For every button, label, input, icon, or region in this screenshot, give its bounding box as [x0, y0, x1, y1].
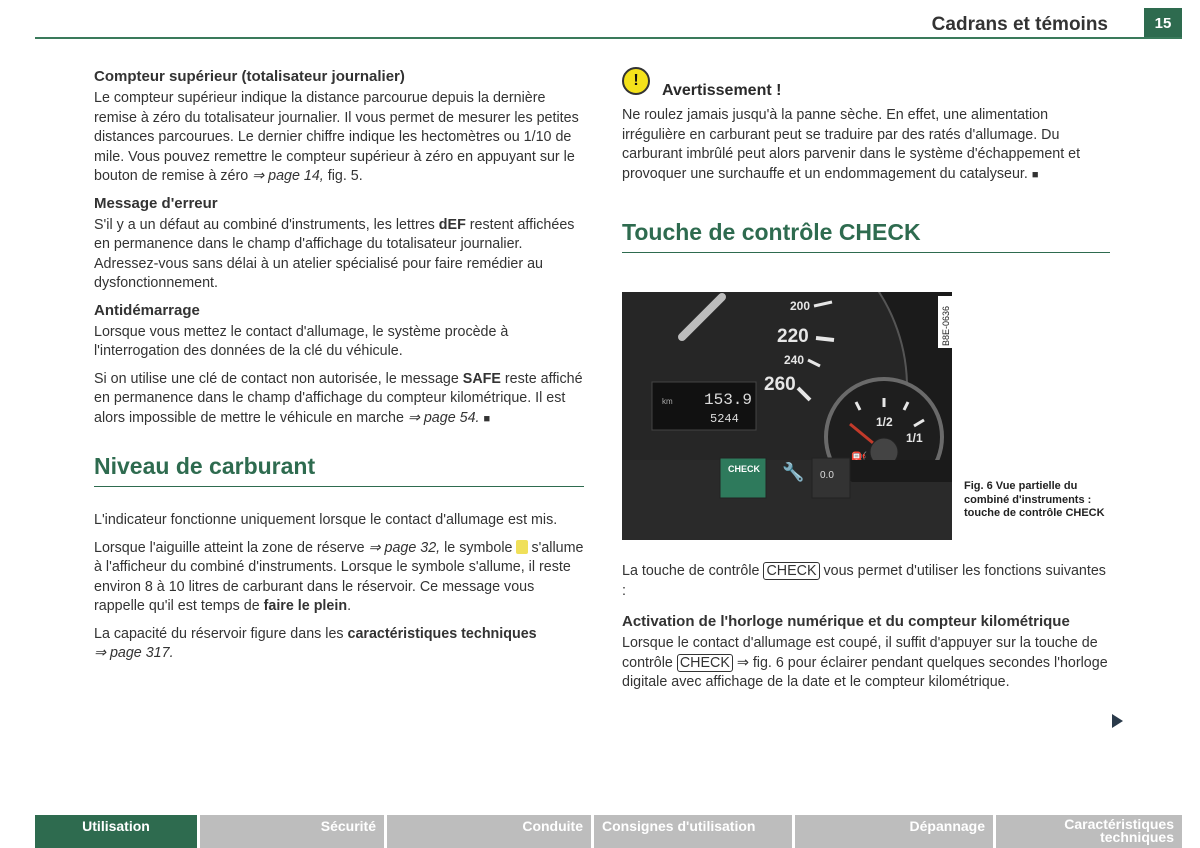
page-link[interactable]: ⇒ page 32, [368, 539, 441, 556]
paragraph-error-message: S'il y a un défaut au combiné d'instruments, les lettres dEF restent affichées en permanence dans le champ d'affichage du totalisateur journalier. Adressez-vous sans délai à un atelier spécialisé pour faire remédier au dysfonctionnement. [94, 216, 575, 291]
check-button-label: CHECK [728, 464, 761, 474]
paragraph-immobilizer-1: Lorsque vous mettez le contact d'allumage, le système procède à l'interrogation des données de la clé du véhicule. [94, 323, 509, 359]
check-key-label: CHECK [677, 654, 733, 672]
paragraph-fuel-1: L'indicateur fonctionne uniquement lorsque le contact d'allumage est mis. [94, 512, 558, 528]
speed-label: 240 [784, 353, 805, 367]
right-column-lower [622, 562, 1112, 701]
instrument-cluster-figure [622, 292, 952, 540]
tab-securite[interactable]: Sécurité [200, 815, 384, 848]
wrench-icon: 🔧 [782, 462, 805, 483]
right-column [622, 72, 1112, 253]
speed-label: 220 [777, 326, 809, 347]
paragraph-trip-counter: Le compteur supérieur indique la distance parcourue depuis la dernière remise à zéro du totalisateur journalier. Il vous permet de mesurer les petites distances parcourues. Le dernier chiffre indique les hectomètres ou 1/10 de mile. Vous pouvez remettre le compteur supérieur à zéro en appuyant sur le bouton de remise à zéro ⇒ page 14, fig. 5. [94, 90, 579, 184]
tab-depannage[interactable]: Dépannage [795, 815, 993, 848]
odometer-unit: km [662, 397, 673, 406]
fuel-full-label: 1/1 [906, 431, 923, 445]
page-number: 15 [1144, 8, 1182, 38]
check-key-label: CHECK [763, 562, 819, 580]
fuel-half-label: 1/2 [876, 415, 893, 429]
tab-conduite[interactable]: Conduite [387, 815, 591, 848]
reset-label: 0.0 [820, 470, 834, 481]
section-title-check-button: Touche de contrôle CHECK [622, 219, 1110, 253]
total-odometer-value: 5244 [710, 412, 739, 426]
instrument-cluster-illustration [622, 292, 952, 540]
continue-arrow-icon[interactable] [1112, 714, 1123, 728]
figure-code: B8E-0636 [941, 305, 951, 346]
paragraph-immobilizer-2: Si on utilise une clé de contact non autorisée, le message SAFE reste affiché en permanence dans le champ d'affichage du compteur kilométrique. Il est alors impossible de mettre le véhicule en marche ⇒ page 54. ■ [94, 370, 583, 426]
warning-text: Ne roulez jamais jusqu'à la panne sèche. En effet, une alimentation irrégulière en carburant peut se traduire par des ratés d'allumage. Du carburant imbrûlé peut alors parvenir dans le système d'échappement et provoquer une surchauffe et un endommagement du catalyseur. ■ [622, 107, 1081, 182]
heading-clock-activation: Activation de l'horloge numérique et du compteur kilométrique [622, 613, 1070, 630]
page-link[interactable]: ⇒ page 14, [252, 168, 324, 184]
heading-immobilizer: Antidémarrage [94, 301, 200, 319]
left-column [94, 68, 584, 672]
figure-caption: Fig. 6 Vue partielle du combiné d'instruments : touche de contrôle CHECK [964, 480, 1105, 519]
warning-icon: ! [622, 67, 650, 95]
tab-consignes[interactable]: Consignes d'utilisation [594, 815, 792, 848]
trip-odometer-value: 153.9 [704, 391, 753, 409]
speed-label: 260 [764, 374, 796, 395]
page-link[interactable]: ⇒ page 54. [407, 409, 480, 426]
warning-header [622, 72, 1112, 100]
footer-navigation [35, 815, 1182, 848]
heading-error-message: Message d'erreur [94, 194, 218, 212]
paragraph-clock-activation: Lorsque le contact d'allumage est coupé, il suffit d'appuyer sur la touche de contrôle CHECK ⇒ fig. 6 pour éclairer pendant quelques secondes l'horloge digitale avec affichage de la date et le compteur kilométrique. [622, 635, 1108, 690]
end-mark-icon: ■ [1031, 168, 1039, 181]
section-title-fuel-level: Niveau de carburant [94, 453, 584, 487]
paragraph-check-intro: La touche de contrôle CHECK vous permet d'utiliser les fonctions suivantes : [622, 563, 1106, 599]
paragraph-fuel-3: La capacité du réservoir figure dans les caractéristiques techniques ⇒ page 317. [94, 625, 537, 661]
page-header-title: Cadrans et témoins [931, 14, 1108, 35]
paragraph-fuel-2: Lorsque l'aiguille atteint la zone de réserve ⇒ page 32, le symbole s'allume à l'afficheur du combiné d'instruments. Lorsque le symbole s'allume, il reste environ 8 à 10 litres de carburant dans le réservoir. Ce message vous rappelle qu'il est temps de faire le plein. [94, 539, 584, 614]
header-rule [35, 37, 1182, 39]
fuel-warning-icon [516, 540, 528, 554]
warning-title: Avertissement ! [662, 82, 782, 99]
speed-label: 200 [790, 299, 811, 313]
heading-trip-counter: Compteur supérieur (totalisateur journalier) [94, 68, 405, 85]
tab-caracteristiques[interactable]: Caractéristiques techniques [996, 815, 1182, 848]
page-link[interactable]: ⇒ page 317. [94, 645, 174, 661]
end-mark-icon: ■ [483, 412, 491, 425]
tab-utilisation[interactable]: Utilisation [35, 815, 197, 848]
